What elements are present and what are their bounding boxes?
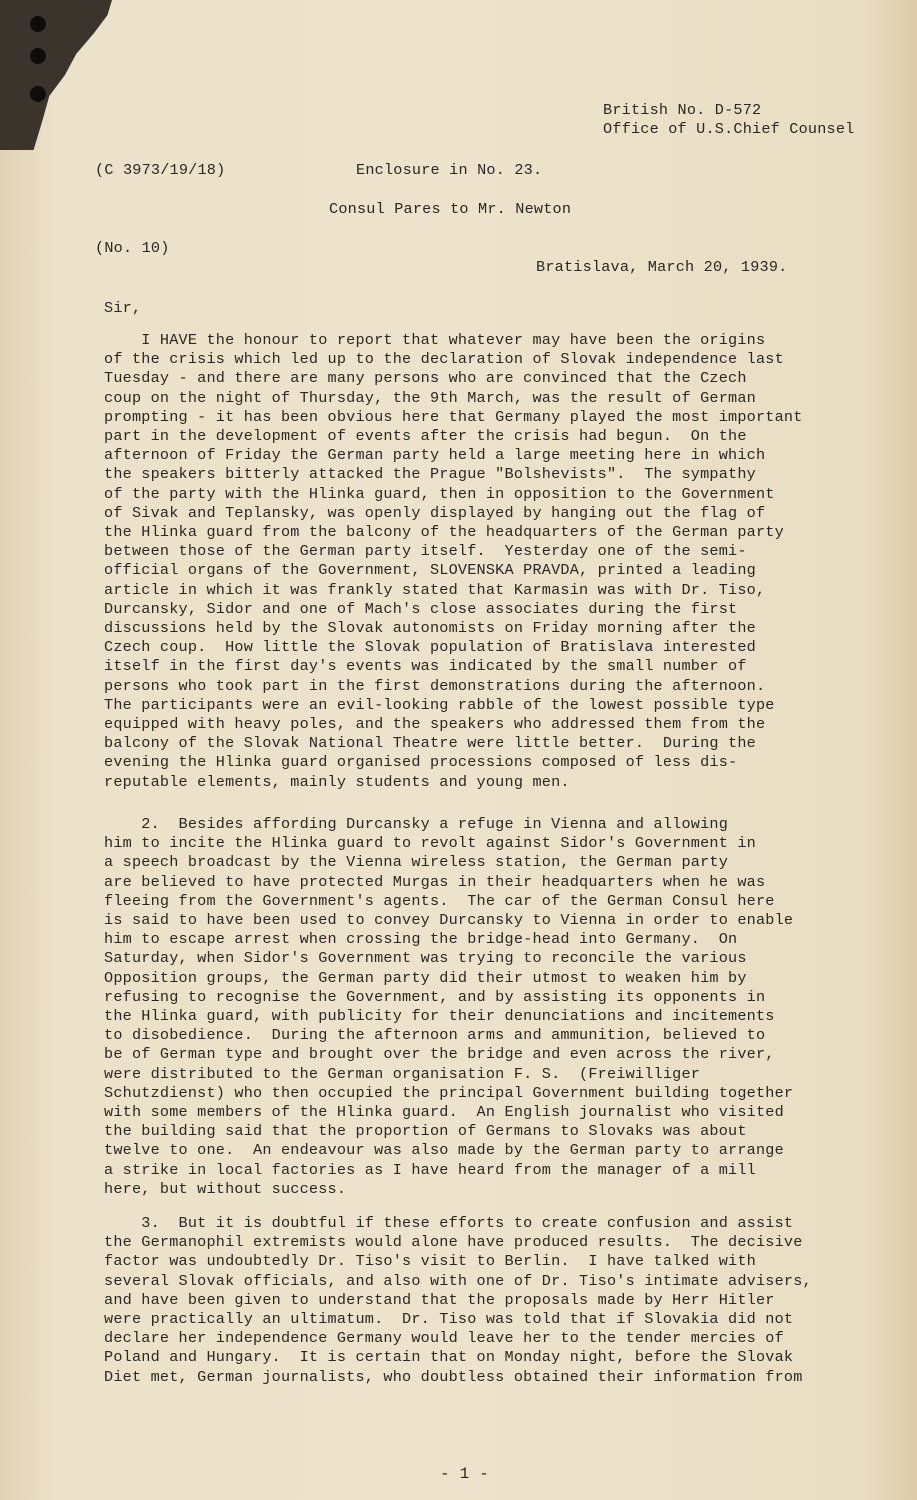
text-line: Opposition groups, the German party did their utmost to weaken him by bbox=[104, 968, 747, 987]
text-line: Schutzdienst) who then occupied the principal Government building together bbox=[104, 1083, 794, 1102]
text-line: of the crisis which led up to the declaration of Slovak independence last bbox=[104, 350, 784, 369]
text-line: persons who took part in the first demonstrations during the afternoon. bbox=[104, 676, 766, 695]
text-line: Saturday, when Sidor's Government was trying to reconcile the various bbox=[104, 949, 747, 968]
text-line: here, but without success. bbox=[104, 1179, 347, 1198]
text-line: official organs of the Government, SLOVENSKA PRAVDA, printed a leading bbox=[104, 561, 756, 580]
text-line: be of German type and brought over the bridge and even across the river, bbox=[104, 1045, 775, 1064]
text-line: the speakers bitterly attacked the Prague "Bolshevists". The sympathy bbox=[104, 465, 756, 484]
text-line: Poland and Hungary. It is certain that on Monday night, before the Slovak bbox=[104, 1348, 794, 1367]
page-number: - 1 - bbox=[440, 1465, 490, 1483]
text-line: a speech broadcast by the Vienna wireless station, the German party bbox=[104, 853, 729, 872]
paragraph-2 bbox=[104, 815, 844, 1199]
text-line: balcony of the Slovak National Theatre were little better. During the bbox=[104, 734, 756, 753]
text-line: I HAVE the honour to report that whatever may have been the origins bbox=[104, 331, 766, 349]
text-line: reputable elements, mainly students and young men. bbox=[104, 772, 570, 791]
text-line: coup on the night of Thursday, the 9th March, was the result of German bbox=[104, 388, 756, 407]
text-line: him to incite the Hlinka guard to revolt against Sidor's Government in bbox=[104, 834, 756, 853]
paragraph-1 bbox=[104, 331, 844, 792]
text-line: with some members of the Hlinka guard. An English journalist who visited bbox=[104, 1103, 784, 1122]
text-line: article in which it was frankly stated that Karmasin was with Dr. Tiso, bbox=[104, 580, 766, 599]
text-line: itself in the first day's events was indicated by the small number of bbox=[104, 657, 747, 676]
text-line: him to escape arrest when crossing the bridge-head into Germany. On bbox=[104, 930, 738, 949]
text-line: Diet met, German journalists, who doubtless obtained their information from bbox=[104, 1367, 803, 1386]
text-line: several Slovak officials, and also with one of Dr. Tiso's intimate advisers, bbox=[104, 1271, 812, 1290]
text-line: the Hlinka guard from the balcony of the headquarters of the German party bbox=[104, 523, 784, 542]
torn-corner bbox=[0, 0, 112, 150]
binder-hole bbox=[30, 16, 46, 32]
enclosure-line: Enclosure in No. 23. bbox=[356, 161, 543, 179]
c-reference: (C 3973/19/18) bbox=[95, 161, 226, 179]
text-line: fleeing from the Government's agents. The car of the German Consul here bbox=[104, 891, 775, 910]
text-line: to disobedience. During the afternoon arms and ammunition, believed to bbox=[104, 1026, 766, 1045]
text-line: the Germanophil extremists would alone have produced results. The decisive bbox=[104, 1233, 803, 1252]
text-line: Tuesday - and there are many persons who are convinced that the Czech bbox=[104, 369, 747, 388]
text-line: equipped with heavy poles, and the speakers who addressed them from the bbox=[104, 715, 766, 734]
text-line: are believed to have protected Murgas in their headquarters when he was bbox=[104, 872, 766, 891]
text-line: prompting - it has been obvious here that Germany played the most important bbox=[104, 407, 803, 426]
text-line: refusing to recognise the Government, and by assisting its opponents in bbox=[104, 987, 766, 1006]
text-line: twelve to one. An endeavour was also made by the German party to arrange bbox=[104, 1141, 784, 1160]
paragraph-3 bbox=[104, 1214, 844, 1387]
text-line: afternoon of Friday the German party held a large meeting here in which bbox=[104, 446, 766, 465]
document-number: (No. 10) bbox=[95, 239, 170, 257]
text-line: the Hlinka guard, with publicity for their denunciations and incitements bbox=[104, 1007, 775, 1026]
salutation: Sir, bbox=[104, 299, 142, 317]
text-line: 3. But it is doubtful if these efforts to create confusion and assist bbox=[104, 1214, 794, 1232]
text-line: declare her independence Germany would leave her to the tender mercies of bbox=[104, 1329, 784, 1348]
text-line: between those of the German party itself. Yesterday one of the semi- bbox=[104, 542, 747, 561]
text-line: is said to have been used to convey Durcansky to Vienna in order to enable bbox=[104, 911, 794, 930]
text-line: The participants were an evil-looking rabble of the lowest possible type bbox=[104, 695, 775, 714]
text-line: 2. Besides affording Durcansky a refuge in Vienna and allowing bbox=[104, 815, 729, 833]
text-line: evening the Hlinka guard organised processions composed of less dis- bbox=[104, 753, 738, 772]
text-line: of the party with the Hlinka guard, then in opposition to the Government bbox=[104, 484, 775, 503]
reference-block bbox=[603, 101, 854, 139]
text-line: were practically an ultimatum. Dr. Tiso was told that if Slovakia did not bbox=[104, 1310, 794, 1329]
text-line: Czech coup. How little the Slovak population of Bratislava interested bbox=[104, 638, 756, 657]
binder-hole bbox=[30, 48, 46, 64]
dateline: Bratislava, March 20, 1939. bbox=[536, 258, 788, 276]
text-line: a strike in local factories as I have heard from the manager of a mill bbox=[104, 1160, 756, 1179]
text-line: part in the development of events after the crisis had begun. On the bbox=[104, 427, 747, 446]
text-line: Durcansky, Sidor and one of Mach's close associates during the first bbox=[104, 599, 738, 618]
reference-line: British No. D-572 bbox=[603, 101, 762, 119]
text-line: were distributed to the German organisation F. S. (Freiwilliger bbox=[104, 1064, 701, 1083]
text-line: the building said that the proportion of Germans to Slovaks was about bbox=[104, 1122, 747, 1141]
text-line: of Sivak and Teplansky, was openly displayed by hanging out the flag of bbox=[104, 503, 766, 522]
text-line: discussions held by the Slovak autonomists on Friday morning after the bbox=[104, 619, 756, 638]
reference-line: Office of U.S.Chief Counsel bbox=[603, 120, 855, 138]
text-line: factor was undoubtedly Dr. Tiso's visit to Berlin. I have talked with bbox=[104, 1252, 756, 1271]
text-line: and have been given to understand that the proposals made by Herr Hitler bbox=[104, 1290, 775, 1309]
consul-line: Consul Pares to Mr. Newton bbox=[329, 200, 572, 218]
binder-hole bbox=[30, 86, 46, 102]
